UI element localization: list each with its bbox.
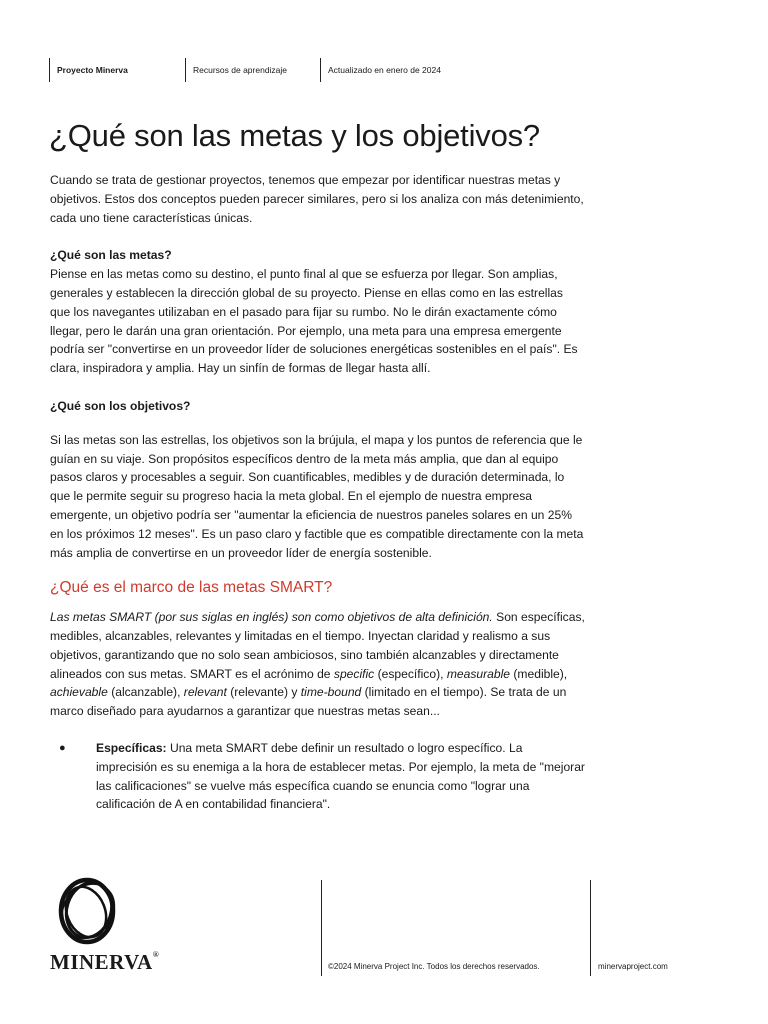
objectives-heading: ¿Qué son los objetivos? <box>50 398 191 413</box>
bullet-icon: ● <box>59 741 66 754</box>
copyright-text: ©2024 Minerva Project Inc. Todos los derechos reservados. <box>328 962 540 971</box>
smart-text-1: Son específicas, medibles, alcanzables, relevantes y limitadas en el tiempo. Inyectan claridad y realismo a sus objetivos, garantizando que no solo sean ambiciosos, sino también alcanzables y directamente alineados con sus metas. SMART es el acrónimo de <box>50 610 585 681</box>
term-time-bound: time-bound <box>300 685 362 700</box>
bullet-label: Específicas: <box>96 740 167 755</box>
minerva-ring-icon <box>56 874 120 948</box>
smart-text-5: (relevante) y <box>226 685 301 700</box>
page-title: ¿Qué son las metas y los objetivos? <box>49 118 540 153</box>
header-resources: Recursos de aprendizaje <box>185 58 287 82</box>
minerva-wordmark <box>50 950 166 975</box>
goals-heading: ¿Qué son las metas? <box>50 248 172 263</box>
term-specific: specific <box>333 666 375 681</box>
objectives-paragraph: Si las metas son las estrellas, los objetivos son la brújula, el mapa y los puntos de referencia que le guían en su viaje. Son propósitos específicos dentro de la meta más amplia, que dan al equipo pasos claros y procesables a seguir. Son cuantificables, medibles y de duración determinada, lo que le permite seguir su progreso hacia la meta global. En el ejemplo de nuestra empresa emergente, un objetivo podría ser "aumentar la eficiencia de nuestros paneles solares en un 25% en los próximos 12 meses". Es un paso claro y factible que es compatible directamente con la meta más amplia de convertirse en un proveedor líder de energía sostenible. <box>50 432 584 560</box>
intro-paragraph: Cuando se trata de gestionar proyectos, tenemos que empezar por identificar nuestras metas y objetivos. Estos dos conceptos pueden parecer similares, pero si los analiza con más detenimiento, cada uno tiene características únicas. <box>50 173 584 225</box>
smart-text-6: (limitado en el tiempo). Se trata de un marco diseñado para ayudarnos a garantizar que nuestras metas sean... <box>50 685 567 719</box>
goals-paragraph: Piense en las metas como su destino, el punto final al que se esfuerza por llegar. Son amplias, generales y establecen la dirección global de su proyecto. Piense en ellas como en las estrellas que los navegantes utilizaban en el pasado para fijar su rumbo. No le dirán exactamente cómo llegar, pero le darán una gran orientación. Por ejemplo, una meta para una empresa emergente podría ser "convertirse en un proveedor líder de soluciones energéticas sostenibles en el país". Es clara, inspiradora y amplia. Hay un sinfín de formas de llegar hasta allí. <box>50 267 578 376</box>
wordmark-text: MINERVA <box>50 950 153 974</box>
header-project: Proyecto Minerva <box>49 58 128 82</box>
smart-heading: ¿Qué es el marco de las metas SMART? <box>50 579 333 597</box>
footer-divider <box>590 880 591 976</box>
term-measurable: measurable <box>446 666 511 681</box>
term-relevant: relevant <box>183 685 227 700</box>
minerva-logo <box>50 874 166 975</box>
registered-mark: ® <box>152 950 160 959</box>
smart-text-4: (alcanzable), <box>107 685 184 700</box>
document-body <box>50 171 586 814</box>
list-item <box>50 739 586 814</box>
smart-list <box>50 739 586 814</box>
footer-divider <box>321 880 322 976</box>
smart-paragraph <box>50 608 586 721</box>
header-updated: Actualizado en enero de 2024 <box>320 58 441 82</box>
website-link[interactable]: minervaproject.com <box>598 962 668 971</box>
smart-text-3: (medible), <box>510 666 568 681</box>
term-achievable: achievable <box>50 685 108 700</box>
smart-text-2: (específico), <box>374 666 447 681</box>
bullet-text: Una meta SMART debe definir un resultado o logro específico. La imprecisión es su enemiga a la hora de establecer metas. Por ejemplo, la meta de "mejorar las calificaciones" se vuelve más específica cuando se enuncia como "lograr una calificación de A en contabilidad financiera". <box>96 740 585 812</box>
smart-italic-lead: Las metas SMART (por sus siglas en inglés) son como objetivos de alta definición. <box>50 610 493 625</box>
